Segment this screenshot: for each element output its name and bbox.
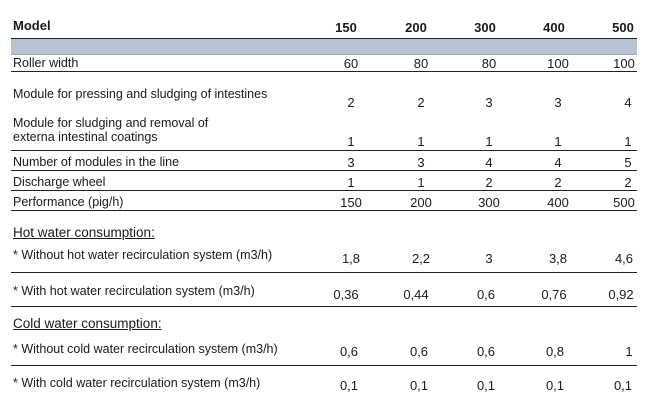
cell: 100 <box>547 56 569 71</box>
cell: 1 <box>347 175 355 190</box>
row-label-hot-with-recirc: * With hot water recirculation system (m3/h) <box>13 284 255 298</box>
cell: 1 <box>554 134 562 149</box>
cell: 0,6 <box>339 344 359 359</box>
column-header-300: 300 <box>474 20 496 35</box>
cell: 1 <box>624 134 632 149</box>
row-label-module-sludging-line2: externa intestinal coatings <box>13 130 158 144</box>
row-divider <box>11 210 637 211</box>
cell: 0,1 <box>409 378 429 393</box>
cell: 1 <box>417 175 425 190</box>
cold-water-title: Cold water consumption: <box>13 316 162 331</box>
cell: 60 <box>343 56 359 71</box>
cell: 3,8 <box>548 251 568 266</box>
cell: 4 <box>485 155 493 170</box>
cell: 4,6 <box>614 251 634 266</box>
cell: 5 <box>624 155 632 170</box>
cell: 0,76 <box>541 287 567 302</box>
cell: 400 <box>547 195 569 210</box>
cell: 0,1 <box>613 378 633 393</box>
cell: 3 <box>485 95 493 110</box>
row-label-module-sludging-line1: Module for sludging and removal of <box>13 116 209 130</box>
row-label-hot-without-recirc: * Without hot water recirculation system (m3/h) <box>13 248 273 262</box>
cell: 0,8 <box>545 344 565 359</box>
cell: 2 <box>624 175 632 190</box>
cell: 3 <box>417 155 425 170</box>
cell: 500 <box>613 195 635 210</box>
row-divider <box>11 190 637 191</box>
row-label-number-of-modules: Number of modules in the line <box>13 155 180 169</box>
cell: 0,44 <box>403 287 429 302</box>
cell: 4 <box>554 155 562 170</box>
model-header-label: Model <box>13 18 51 33</box>
cell: 0,6 <box>476 344 496 359</box>
cell: 2 <box>417 95 425 110</box>
row-divider <box>11 272 637 273</box>
cell: 300 <box>478 195 500 210</box>
cell: 1 <box>485 134 493 149</box>
cell: 0,1 <box>339 378 359 393</box>
cell: 3 <box>554 95 562 110</box>
cell: 2 <box>485 175 493 190</box>
cell: 80 <box>413 56 429 71</box>
cell: 80 <box>481 56 497 71</box>
column-header-400: 400 <box>543 20 565 35</box>
cell: 1 <box>417 134 425 149</box>
cell: 1 <box>347 134 355 149</box>
column-header-200: 200 <box>405 20 427 35</box>
cell: 0,36 <box>333 287 359 302</box>
cell: 0,6 <box>476 287 496 302</box>
cell: 2 <box>347 95 355 110</box>
row-divider <box>11 150 637 151</box>
cell: 100 <box>613 56 635 71</box>
header-band <box>11 38 637 55</box>
row-divider <box>11 365 637 366</box>
cell: 4 <box>624 95 632 110</box>
cell: 150 <box>340 195 362 210</box>
cell: 1 <box>625 344 633 359</box>
row-label-cold-with-recirc: * With cold water recirculation system (m3/h) <box>13 376 261 390</box>
row-divider <box>11 306 637 307</box>
cell: 0,1 <box>545 378 565 393</box>
column-header-500: 500 <box>612 20 634 35</box>
cell: 2 <box>554 175 562 190</box>
row-label-performance: Performance (pig/h) <box>13 195 124 209</box>
row-label-cold-without-recirc: * Without cold water recirculation system (m3/h) <box>13 342 278 356</box>
cell: 2,2 <box>411 251 431 266</box>
cell: 0,92 <box>608 287 634 302</box>
cell: 3 <box>485 251 493 266</box>
column-header-150: 150 <box>335 20 357 35</box>
row-label-discharge-wheel: Discharge wheel <box>13 175 106 189</box>
row-label-module-pressing: Module for pressing and sludging of intestines <box>13 87 268 101</box>
cell: 0,1 <box>476 378 496 393</box>
row-label-roller-width: Roller width <box>13 56 79 70</box>
cell: 0,6 <box>409 344 429 359</box>
cell: 1,8 <box>341 251 361 266</box>
cell: 200 <box>410 195 432 210</box>
cell: 3 <box>347 155 355 170</box>
row-divider <box>11 170 637 171</box>
row-divider <box>11 71 637 72</box>
hot-water-title: Hot water consumption: <box>13 225 155 240</box>
